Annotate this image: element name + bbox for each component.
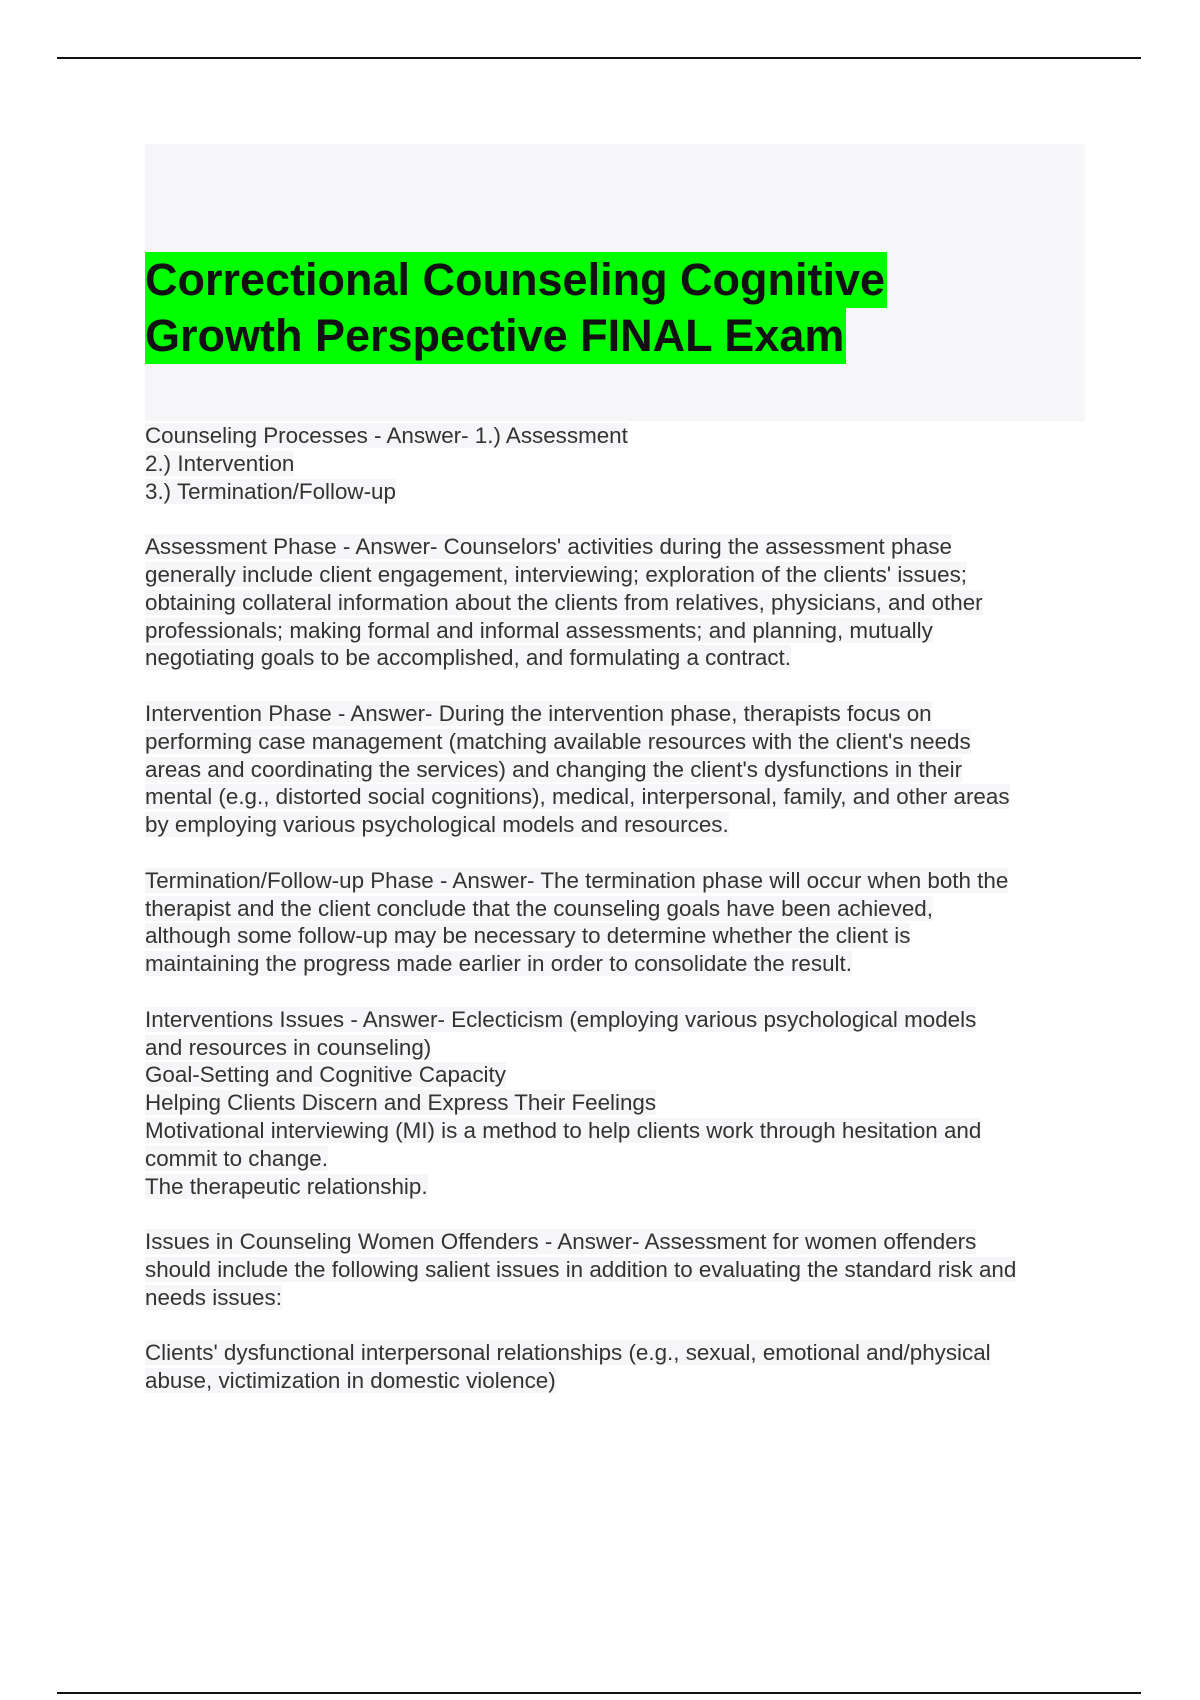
text-line bbox=[145, 811, 1095, 839]
text-line bbox=[145, 950, 1095, 978]
text-line bbox=[145, 450, 1095, 478]
text-line-content: therapist and the client conclude that the counseling goals have been achieved, bbox=[145, 895, 933, 921]
text-line bbox=[145, 533, 1095, 561]
text-line-content: by employing various psychological models and resources. bbox=[145, 812, 729, 838]
text-line bbox=[145, 1034, 1095, 1062]
text-line-content: Motivational interviewing (MI) is a method to help clients work through hesitation and bbox=[145, 1117, 982, 1143]
text-line bbox=[145, 1228, 1095, 1256]
text-line-content: Helping Clients Discern and Express Their Feelings bbox=[145, 1090, 657, 1116]
text-line-content: abuse, victimization in domestic violence) bbox=[145, 1368, 556, 1394]
text-line-content: Clients' dysfunctional interpersonal relationships (e.g., sexual, emotional and/physical bbox=[145, 1340, 991, 1366]
text-line-content: 3.) Termination/Follow-up bbox=[145, 478, 396, 504]
text-line bbox=[145, 478, 1095, 506]
text-line bbox=[145, 589, 1095, 617]
document-title bbox=[145, 252, 887, 364]
text-line bbox=[145, 783, 1095, 811]
text-line bbox=[145, 644, 1095, 672]
text-line bbox=[145, 1367, 1095, 1395]
qa-paragraph bbox=[145, 1006, 1095, 1201]
text-line bbox=[145, 561, 1095, 589]
text-line-content: maintaining the progress made earlier in order to consolidate the result. bbox=[145, 951, 852, 977]
text-line-content: generally include client engagement, interviewing; exploration of the clients' issues; bbox=[145, 561, 968, 587]
text-line bbox=[145, 1089, 1095, 1117]
text-line bbox=[145, 422, 1095, 450]
text-line-content: performing case management (matching available resources with the client's needs bbox=[145, 728, 971, 754]
document-body bbox=[145, 422, 1095, 1423]
text-line-content: and resources in counseling) bbox=[145, 1034, 432, 1060]
text-line bbox=[145, 617, 1095, 645]
text-line-content: obtaining collateral information about the clients from relatives, physicians, and other bbox=[145, 589, 983, 615]
text-line bbox=[145, 728, 1095, 756]
text-line bbox=[145, 1256, 1095, 1284]
text-line-content: Counseling Processes - Answer- 1.) Assessment bbox=[145, 423, 628, 448]
text-line bbox=[145, 1339, 1095, 1367]
text-line-content: Goal-Setting and Cognitive Capacity bbox=[145, 1062, 506, 1088]
text-line bbox=[145, 1145, 1095, 1173]
text-line bbox=[145, 1117, 1095, 1145]
text-line bbox=[145, 1284, 1095, 1312]
qa-paragraph bbox=[145, 1228, 1095, 1311]
text-line-content: negotiating goals to be accomplished, and formulating a contract. bbox=[145, 645, 791, 671]
text-line-content: 2.) Intervention bbox=[145, 450, 295, 476]
text-line bbox=[145, 700, 1095, 728]
text-line-content: needs issues: bbox=[145, 1284, 282, 1310]
text-line bbox=[145, 756, 1095, 784]
qa-paragraph bbox=[145, 867, 1095, 978]
text-line bbox=[145, 895, 1095, 923]
text-line bbox=[145, 1006, 1095, 1034]
top-rule bbox=[57, 57, 1141, 59]
qa-paragraph bbox=[145, 533, 1095, 672]
text-line-content: professionals; making formal and informal assessments; and planning, mutually bbox=[145, 617, 933, 643]
text-line-content: commit to change. bbox=[145, 1145, 328, 1171]
text-line-content: mental (e.g., distorted social cognitions), medical, interpersonal, family, and other areas bbox=[145, 784, 1010, 810]
text-line-content: areas and coordinating the services) and changing the client's dysfunctions in their bbox=[145, 756, 963, 782]
qa-paragraph bbox=[145, 422, 1095, 505]
text-line-content: although some follow-up may be necessary to determine whether the client is bbox=[145, 923, 911, 949]
text-line-content: Interventions Issues - Answer- Eclecticism (employing various psychological models bbox=[145, 1006, 977, 1032]
text-line-content: The therapeutic relationship. bbox=[145, 1173, 428, 1199]
text-line bbox=[145, 922, 1095, 950]
title-line: Correctional Counseling Cognitive bbox=[145, 252, 887, 308]
text-line-content: Issues in Counseling Women Offenders - Answer- Assessment for women offenders bbox=[145, 1229, 977, 1255]
text-line bbox=[145, 1173, 1095, 1201]
text-line bbox=[145, 1061, 1095, 1089]
qa-paragraph bbox=[145, 700, 1095, 839]
text-line-content: Intervention Phase - Answer- During the intervention phase, therapists focus on bbox=[145, 700, 932, 726]
text-line-content: Assessment Phase - Answer- Counselors' activities during the assessment phase bbox=[145, 534, 952, 560]
text-line bbox=[145, 867, 1095, 895]
qa-paragraph bbox=[145, 1339, 1095, 1395]
title-line: Growth Perspective FINAL Exam bbox=[145, 308, 846, 364]
text-line-content: should include the following salient issues in addition to evaluating the standard risk and bbox=[145, 1256, 1017, 1282]
text-line-content: Termination/Follow-up Phase - Answer- The termination phase will occur when both the bbox=[145, 867, 1009, 893]
bottom-rule bbox=[57, 1692, 1141, 1694]
